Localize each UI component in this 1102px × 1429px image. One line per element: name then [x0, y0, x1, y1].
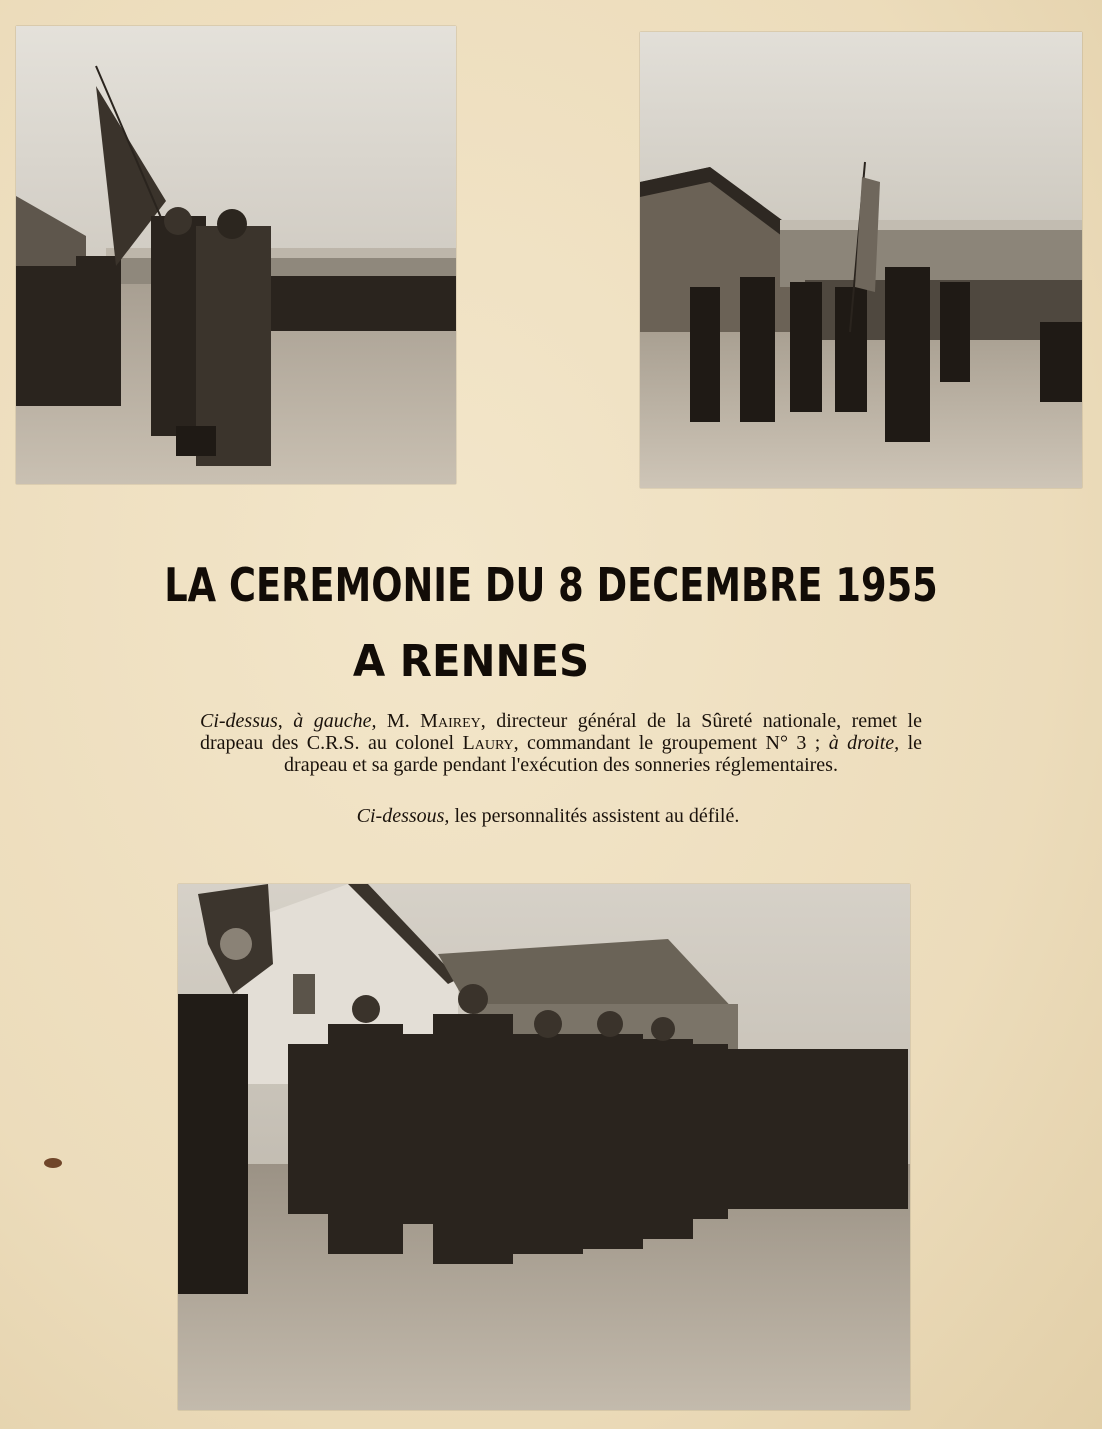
caption-text-3: , commandant le groupement N° 3 ; [513, 732, 829, 754]
caption-below [200, 805, 896, 828]
caption-text-2: , directeur général de la Sûreté nationale, remet le drapeau des C.R.S. au colonel [200, 710, 922, 754]
caption-name-mairey: Mairey [420, 710, 481, 732]
photo-top-right [640, 32, 1082, 488]
caption-text-below: les personnalités assistent au défilé. [449, 805, 740, 827]
caption-lead-below: Ci-dessous, [356, 805, 450, 827]
photo-flag-guard-icon [640, 32, 1082, 488]
paper-stain [44, 1158, 62, 1168]
photo-top-left [16, 26, 456, 484]
article-title-line-2: A RENNES [352, 636, 590, 687]
caption-paragraph [200, 710, 922, 776]
caption-text-4: le drapeau et sa garde pendant l'exécution des sonneries réglementaires. [284, 732, 923, 776]
photo-flag-handover-icon [16, 26, 456, 484]
caption-lead-right: à droite, [828, 732, 900, 754]
photo-officials-line-icon [178, 884, 910, 1410]
article-title-line-1: LA CEREMONIE DU 8 DECEMBRE 1955 [164, 558, 938, 612]
photo-bottom [178, 884, 910, 1410]
caption-name-laury: Laury [462, 732, 514, 754]
caption-text-1: M. [376, 710, 421, 732]
caption-lead-left: Ci-dessus, à gauche, [200, 710, 377, 732]
